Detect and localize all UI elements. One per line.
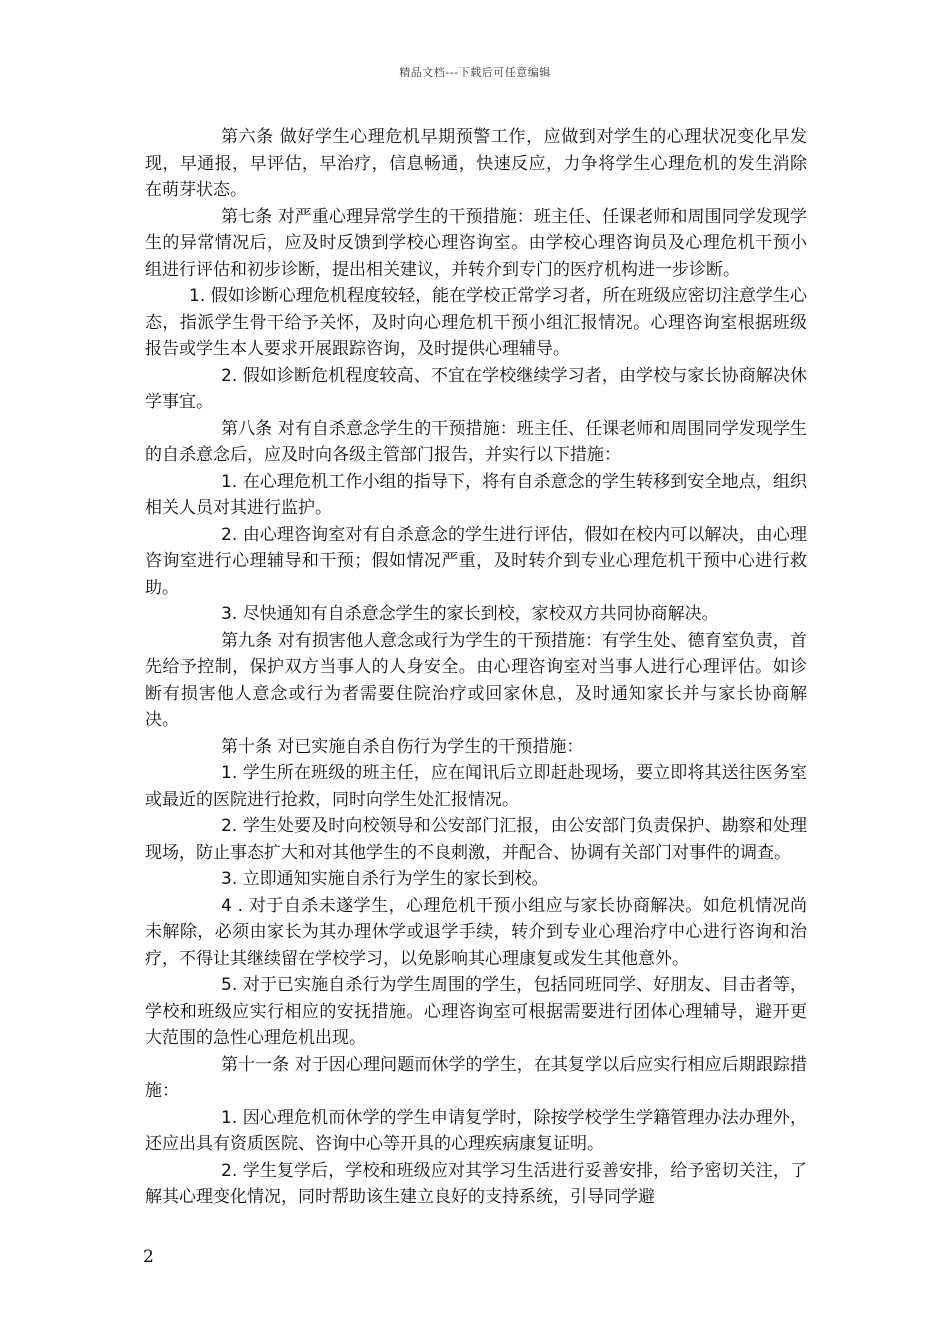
- paragraph-article-8-item-1: 1. 在心理危机工作小组的指导下，将有自杀意念的学生转移到安全地点，组织相关人员对其进行监护。: [145, 471, 807, 518]
- paragraph-article-6: 第六条 做好学生心理危机早期预警工作，应做到对学生的心理状况变化早发现，早通报，早评估，早治疗，信息畅通，快速反应，力争将学生心理危机的发生消除在萌芽状态。: [145, 127, 807, 200]
- paragraph-article-7-item-2: 2. 假如诊断危机程度较高、不宜在学校继续学习者，由学校与家长协商解决休学事宜。: [145, 365, 807, 412]
- paragraph-article-10-item-1: 1. 学生所在班级的班主任，应在闻讯后立即赶赴现场，要立即将其送往医务室或最近的医院进行抢救，同时向学生处汇报情况。: [145, 763, 807, 810]
- paragraph-article-11-item-1: 1. 因心理危机而休学的学生申请复学时，除按学校学生学籍管理办法办理外，还应出具有资质医院、咨询中心等开具的心理疾病康复证明。: [145, 1107, 807, 1154]
- paragraph-article-8-item-3: 3. 尽快通知有自杀意念学生的家长到校，家校双方共同协商解决。: [221, 604, 719, 624]
- paragraph-article-10-item-5: 5. 对于已实施自杀行为学生周围的学生，包括同班同学、好朋友、目击者等，学校和班级应实行相应的安抚措施。心理咨询室可根据需要进行团体心理辅导，避开更大范围的急性心理危机出现。: [145, 975, 807, 1048]
- page-header: 精品文档---下载后可任意编辑: [399, 66, 551, 79]
- paragraph-article-11-item-2: 2. 学生复学后，学校和班级应对其学习生活进行妥善安排，给予密切关注，了解其心理变化情况，同时帮助该生建立良好的支持系统，引导同学避: [145, 1160, 807, 1207]
- paragraph-article-10-item-4: 4 . 对于自杀未遂学生，心理危机干预小组应与家长协商解决。如危机情况尚未解除，必须由家长为其办理休学或退学手续，转介到专业心理治疗中心进行咨询和治疗，不得让其继续留在学校学习，以免影响其心理康复或发生其他意外。: [145, 895, 807, 969]
- paragraph-article-7-item-1: 1. 假如诊断心理危机程度较轻，能在学校正常学习者，所在班级应密切注意学生心态，指派学生骨干给予关怀，及时向心理危机干预小组汇报情况。心理咨询室根据班级报告或学生本人要求开展跟踪咨询，及时提供心理辅导。: [145, 286, 807, 359]
- document-body: [145, 124, 807, 1211]
- paragraph-article-8: 第八条 对有自杀意念学生的干预措施：班主任、任课老师和周围同学发现学生的自杀意念后，应及时向各级主管部门报告，并实行以下措施：: [145, 418, 807, 465]
- paragraph-article-8-item-2: 2. 由心理咨询室对有自杀意念的学生进行评估，假如在校内可以解决，由心理咨询室进行心理辅导和干预；假如情况严重，及时转介到专业心理危机干预中心进行救助。: [145, 524, 807, 598]
- paragraph-article-7: 第七条 对严重心理异常学生的干预措施：班主任、任课老师和周围同学发现学生的异常情况后，应及时反馈到学校心理咨询室。由学校心理咨询员及心理危机干预小组进行评估和初步诊断，提出相关建议，并转介到专门的医疗机构进一步诊断。: [145, 206, 807, 280]
- paragraph-article-10-item-3: 3. 立即通知实施自杀行为学生的家长到校。: [221, 869, 549, 889]
- paragraph-article-11: 第十一条 对于因心理问题而休学的学生，在其复学以后应实行相应后期跟踪措施：: [145, 1054, 807, 1101]
- paragraph-article-10-item-2: 2. 学生处要及时向校领导和公安部门汇报，由公安部门负责保护、勘察和处理现场，防止事态扩大和对其他学生的不良刺激，并配合、协调有关部门对事件的调查。: [145, 816, 807, 863]
- page-number: 2: [143, 1247, 154, 1267]
- paragraph-article-10: 第十条 对已实施自杀自伤行为学生的干预措施：: [221, 736, 584, 757]
- paragraph-article-9: 第九条 对有损害他人意念或行为学生的干预措施：有学生处、德育室负责，首先给予控制，保护双方当事人的人身安全。由心理咨询室对当事人进行心理评估。如诊断有损害他人意念或行为者需要住院治疗或回家休息，及时通知家长并与家长协商解决。: [145, 630, 807, 730]
